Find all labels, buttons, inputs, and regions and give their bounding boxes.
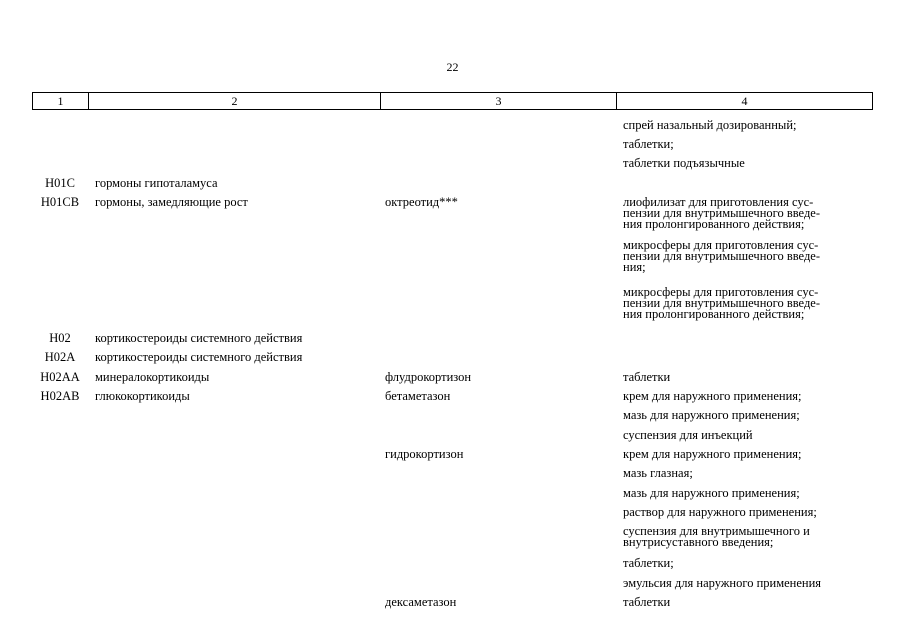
dosage-form: пензии для внутримышечного введе- [623,249,821,263]
dosage-form: микросферы для приготовления сус- [623,285,819,299]
atc-group-name: гормоны, замедляющие рост [95,195,248,209]
dosage-form: микросферы для приготовления сус- [623,238,819,252]
dosage-form: пензии для внутримышечного введе- [623,206,821,220]
atc-group-name: кортикостероиды системного действия [95,350,303,364]
atc-group-name: минералокортикоиды [95,370,210,384]
dosage-form: спрей назальный дозированный; [623,118,797,132]
atc-group-name: гормоны гипоталамуса [95,176,218,190]
dosage-form: суспензия для инъекций [623,428,753,442]
drug-name: дексаметазон [385,595,457,609]
atc-code: H01C [45,176,75,190]
dosage-form: суспензия для внутримышечного и [623,524,810,538]
dosage-form: таблетки; [623,556,674,570]
dosage-form: эмульсия для наружного применения [623,576,822,590]
dosage-form: ния пролонгированного действия; [623,307,805,321]
dosage-form: таблетки [623,595,671,609]
dosage-form: раствор для наружного применения; [623,505,817,519]
atc-group-name: кортикостероиды системного действия [95,331,303,345]
column-header-3: 3 [381,93,617,109]
atc-group-name: глюкокортикоиды [95,389,190,403]
column-header-4: 4 [741,94,748,108]
column-header-1: 1 [33,93,89,109]
dosage-form: пензии для внутримышечного введе- [623,296,821,310]
table-header [32,92,873,110]
column-header-2: 2 [89,93,381,109]
drug-name: гидрокортизон [385,447,464,461]
dosage-form: лиофилизат для приготовления сус- [623,195,814,209]
dosage-form: внутрисуставного введения; [623,535,774,549]
drug-name: флудрокортизон [385,370,472,384]
dosage-form: ния; [623,260,646,274]
dosage-form: крем для наружного применения; [623,447,802,461]
dosage-form: таблетки; [623,137,674,151]
drug-name: октреотид*** [385,195,458,209]
dosage-form: ния пролонгированного действия; [623,217,805,231]
atc-code: H01CB [40,195,80,209]
drug-name: бетаметазон [385,389,451,403]
atc-code: H02AB [40,389,80,403]
dosage-form: мазь для наружного применения; [623,408,800,422]
atc-code: H02AA [40,370,80,384]
dosage-form: таблетки [623,370,671,384]
dosage-form: крем для наружного применения; [623,389,802,403]
page-number: 22 [446,60,459,74]
atc-code: H02 [49,331,71,345]
dosage-form: мазь для наружного применения; [623,486,800,500]
atc-code: H02A [44,350,76,364]
dosage-form: таблетки подъязычные [623,156,745,170]
dosage-form: мазь глазная; [623,466,693,480]
